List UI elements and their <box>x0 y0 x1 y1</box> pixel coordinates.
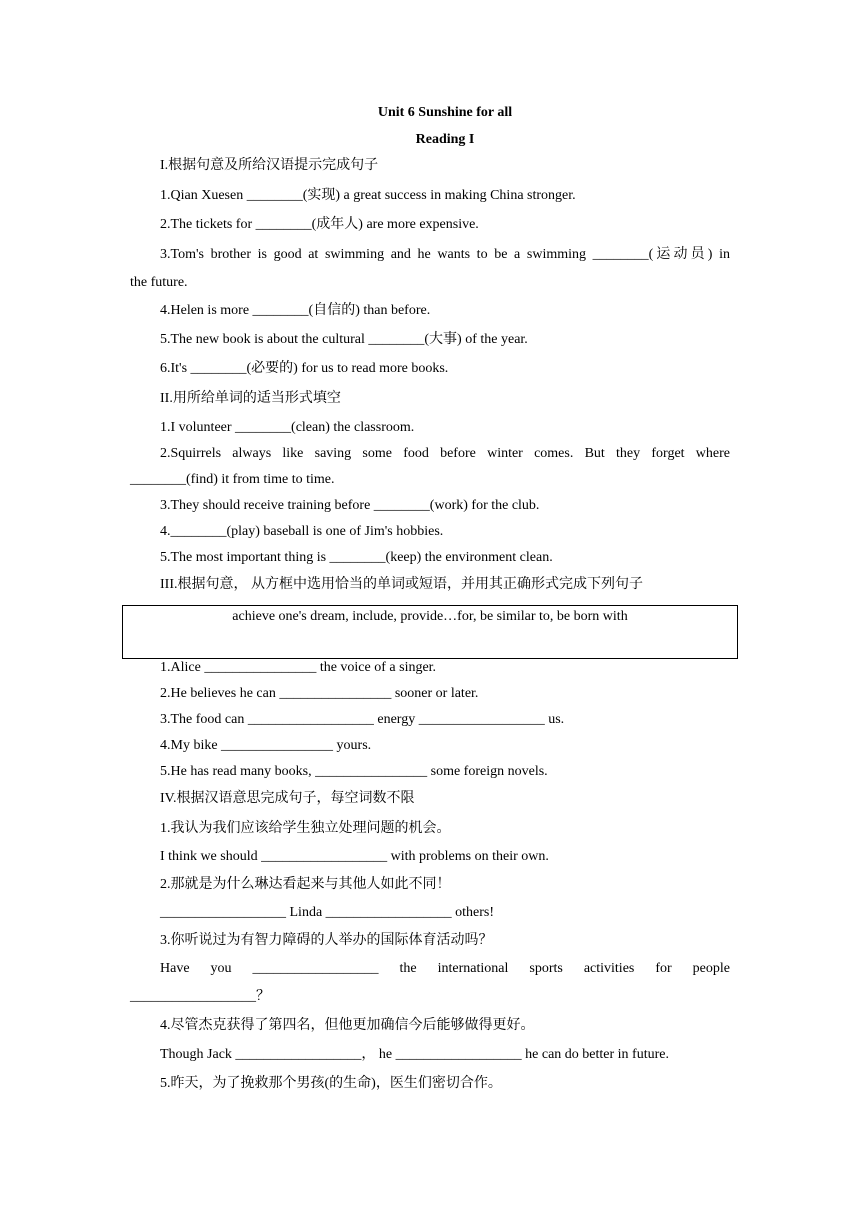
section-1-item: 6.It's ________(必要的) for us to read more books. <box>160 361 449 376</box>
section-2-item: 1.I volunteer ________(clean) the classroom. <box>160 420 415 435</box>
section-2-heading: II.用所给单词的适当形式填空 <box>160 391 341 406</box>
section-3-item: 5.He has read many books, ________________ some foreign novels. <box>160 764 548 779</box>
section-4-answer-continuation: __________________？ <box>130 989 270 1004</box>
section-4-heading: IV.根据汉语意思完成句子，每空词数不限 <box>160 791 415 806</box>
section-4-prompt: 1.我认为我们应该给学生独立处理问题的机会。 <box>160 821 451 836</box>
word-box-text: achieve one's dream, include, provide…for, be similar to, be born with <box>232 609 628 624</box>
section-1-item: 1.Qian Xuesen ________(实现) a great success in making China stronger. <box>160 188 576 203</box>
page-subtitle: Reading I <box>415 132 475 147</box>
section-2-item: 3.They should receive training before ________(work) for the club. <box>160 498 540 513</box>
section-3-item: 4.My bike ________________ yours. <box>160 738 372 753</box>
section-1-item: 3.Tom's brother is good at swimming and he wants to be a swimming ________(运动员) in <box>160 247 730 262</box>
section-1-item: 4.Helen is more ________(自信的) than before. <box>160 303 431 318</box>
section-2-item-continuation: ________(find) it from time to time. <box>130 472 335 487</box>
section-3-item: 3.The food can __________________ energy __________________ us. <box>160 712 565 727</box>
page-title: Unit 6 Sunshine for all <box>377 105 513 120</box>
section-3-heading: III.根据句意， 从方框中选用恰当的单词或短语，并用其正确形式完成下列句子 <box>160 577 643 592</box>
section-1-item: 5.The new book is about the cultural ________(大事) of the year. <box>160 332 528 347</box>
section-4-prompt: 2.那就是为什么琳达看起来与其他人如此不同！ <box>160 877 451 892</box>
section-2-item: 2.Squirrels always like saving some food before winter comes. But they forget where <box>160 446 730 461</box>
section-3-item: 1.Alice ________________ the voice of a singer. <box>160 660 437 675</box>
section-4-answer-line: __________________ Linda __________________ others! <box>160 905 495 920</box>
section-2-item: 4.________(play) baseball is one of Jim's hobbies. <box>160 524 444 539</box>
section-1-item: 2.The tickets for ________(成年人) are more expensive. <box>160 217 479 232</box>
section-4-prompt: 5.昨天，为了挽救那个男孩(的生命)，医生们密切合作。 <box>160 1076 502 1091</box>
section-4-prompt: 3.你听说过为有智力障碍的人举办的国际体育活动吗？ <box>160 933 493 948</box>
section-4-answer-line: I think we should __________________ with problems on their own. <box>160 849 549 864</box>
section-4-prompt: 4.尽管杰克获得了第四名，但他更加确信今后能够做得更好。 <box>160 1018 535 1033</box>
section-3-item: 2.He believes he can ________________ sooner or later. <box>160 686 479 701</box>
section-1-heading: I.根据句意及所给汉语提示完成句子 <box>160 158 379 173</box>
section-4-answer-line: Though Jack __________________， he __________________ he can do better in future. <box>160 1047 669 1062</box>
section-1-item-continuation: the future. <box>130 275 188 290</box>
section-2-item: 5.The most important thing is ________(keep) the environment clean. <box>160 550 553 565</box>
word-box <box>122 605 738 659</box>
section-4-answer-line: Have you __________________ the international sports activities for people <box>160 961 730 976</box>
